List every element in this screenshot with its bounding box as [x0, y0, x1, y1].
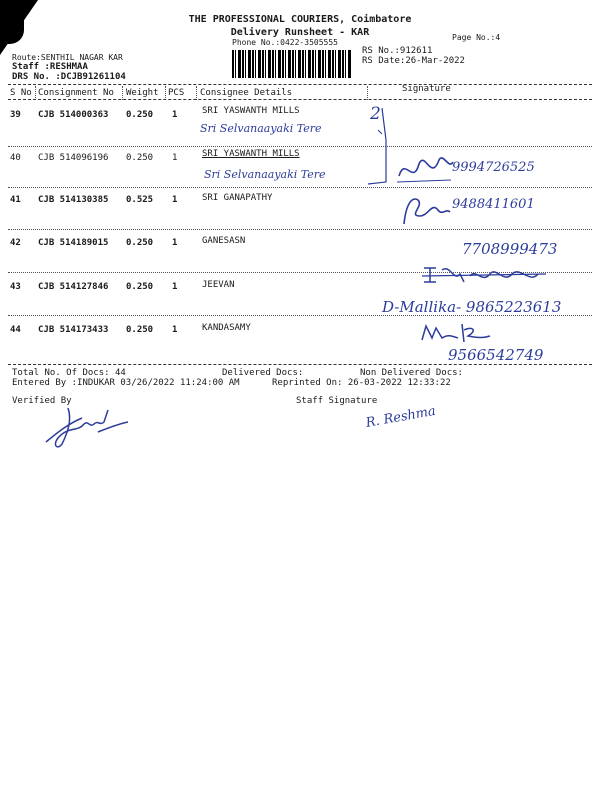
staff-value: :RESHMAA: [44, 62, 88, 72]
row-consignment: CJB 514189015: [38, 238, 109, 248]
verified-by-label: Verified By: [12, 396, 72, 406]
row-sno: 43: [10, 282, 21, 292]
signature-scribble-41: [398, 190, 452, 230]
signature-scribble-40: [395, 146, 455, 190]
signature-scribble-44: [418, 318, 494, 348]
row-consignee: SRI YASWANTH MILLS: [202, 106, 300, 116]
col-consignee: Consignee Details: [200, 88, 293, 98]
delivered-docs: Delivered Docs:: [222, 368, 304, 378]
row-handwritten-address: Sri Selvanaayaki Tere: [200, 122, 322, 135]
drs-value: :DCJB91261104: [55, 72, 126, 82]
staff-signature-label: Staff Signature: [296, 396, 378, 406]
col-pcs: PCS: [168, 88, 185, 98]
page-number: Page No.:4: [452, 33, 501, 42]
reprinted-on: Reprinted On: 26-03-2022 12:33:22: [272, 378, 451, 388]
row-signature: 2: [370, 104, 381, 124]
row-signature: 9488411601: [452, 197, 535, 212]
entered-by: Entered By :INDUKAR 03/26/2022 11:24:00 AM: [12, 378, 240, 388]
col-consignment: Consignment No: [38, 88, 114, 98]
route-label: Route: [12, 53, 37, 62]
row-pcs: 1: [172, 110, 178, 120]
row-consignment: CJB 514127846: [38, 282, 109, 292]
row-consignment: CJB 514173433: [38, 325, 109, 335]
drs-label: DRS No.: [12, 72, 50, 82]
route-value: :SENTHIL NAGAR KAR: [36, 53, 123, 62]
struck-out-scribble-43: [420, 262, 560, 288]
col-divider: [196, 86, 197, 100]
row-weight: 0.250: [126, 282, 154, 292]
handwritten-bracket-marks: [200, 100, 390, 190]
staff-label: Staff: [12, 62, 40, 72]
row-consignee: KANDASAMY: [202, 323, 251, 333]
row-handwritten-address: Sri Selvanaayaki Tere: [204, 168, 326, 181]
col-divider: [165, 86, 166, 100]
row-consignment: CJB 514000363: [38, 110, 109, 120]
col-weight: Weight: [126, 88, 159, 98]
row-weight: 0.250: [126, 110, 154, 120]
row-signature: D-Mallika- 9865223613: [382, 298, 562, 316]
col-signature: Signature: [402, 84, 451, 94]
sheet-title: Delivery Runsheet - KAR: [230, 27, 370, 38]
total-docs: Total No. Of Docs: 44: [12, 368, 126, 378]
company-title: THE PROFESSIONAL COURIERS, Coimbatore: [188, 14, 412, 25]
row-sno: 39: [10, 110, 21, 120]
row-weight: 0.525: [126, 195, 154, 205]
row-consignee: SRI GANAPATHY: [202, 193, 273, 203]
row-weight: 0.250: [126, 238, 154, 248]
row-consignee: SRI YASWANTH MILLS: [202, 149, 300, 159]
row-divider: [8, 229, 592, 230]
row-pcs: 1: [172, 238, 178, 248]
rs-number: RS No.:912611: [362, 46, 433, 56]
col-divider: [35, 86, 36, 100]
row-divider: [8, 187, 592, 188]
row-divider: [8, 315, 592, 316]
verifier-signature: [38, 402, 134, 452]
row-sno: 41: [10, 195, 21, 205]
header-divider: [8, 84, 592, 85]
row-sno: 44: [10, 325, 21, 335]
row-consignment: CJB 514130385: [38, 195, 109, 205]
row-signature: 9994726525: [452, 160, 535, 175]
row-consignee: GANESASN: [202, 236, 246, 246]
table-footer-divider: [8, 364, 592, 365]
col-sno: S No: [10, 88, 32, 98]
barcode: [232, 50, 352, 78]
row-weight: 0.250: [126, 325, 154, 335]
row-sno: 42: [10, 238, 21, 248]
phone-number: Phone No.:0422-3505555: [232, 38, 338, 47]
row-pcs: 1: [172, 325, 178, 335]
col-divider: [122, 86, 123, 100]
row-pcs: 1: [172, 195, 178, 205]
row-pcs: 1: [172, 282, 178, 292]
rs-date: RS Date:26-Mar-2022: [362, 56, 465, 66]
row-signature: 9566542749: [448, 346, 544, 364]
row-signature: 7708999473: [462, 240, 558, 258]
row-sno: 40: [10, 153, 21, 163]
non-delivered-docs: Non Delivered Docs:: [360, 368, 463, 378]
col-divider: [367, 86, 368, 100]
row-pcs: 1: [172, 153, 178, 163]
row-consignee: JEEVAN: [202, 280, 235, 290]
row-weight: 0.250: [126, 153, 154, 163]
row-consignment: CJB 514096196: [38, 153, 109, 163]
staff-signature-name: R. Reshma: [364, 403, 437, 431]
